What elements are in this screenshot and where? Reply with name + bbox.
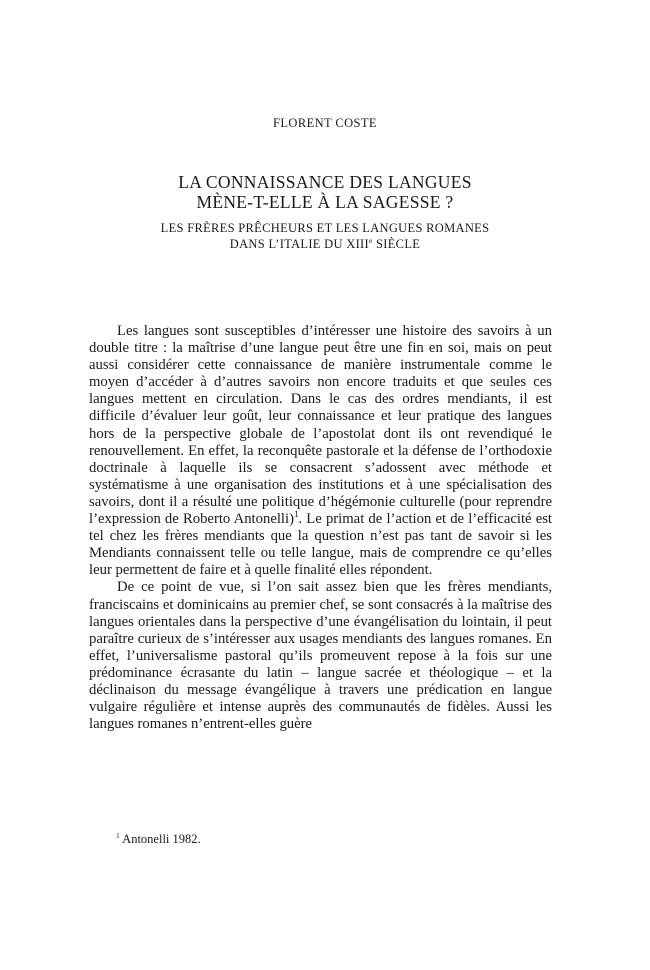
footnote <box>116 832 201 847</box>
footnote-text: Antonelli 1982. <box>119 832 201 846</box>
author-name: FLORENT COSTE <box>273 116 377 130</box>
subtitle-line-2-text: DANS L’ITALIE DU XIII <box>229 237 369 251</box>
article-title <box>0 172 650 212</box>
title-line-2: MÈNE-T-ELLE À LA SAGESSE ? <box>196 192 454 212</box>
article-subtitle <box>0 220 650 252</box>
paragraph-2: De ce point de vue, si l’on sait assez bien que les frères mendiants, franciscains et dominicains au premier chef, se sont consacrés à la maîtrise des langues orientales dans la perspective d’une évangélisation du lointain, il peut paraître curieux de s’intéresser aux usages mendiants des langues romanes. En effet, l’universalisme pastoral qu’ils promeuvent repose à la fois sur une prédominance écrasante du latin – langue sacrée et théologique – et la déclinaison du message évangélique à travers une prédication en langue vulgaire régulière et intense auprès des communautés de fidèles. Aussi les langues romanes n’entrent-elles guère <box>89 579 552 733</box>
subtitle-line-2-end: SIÈCLE <box>372 237 421 251</box>
body-text <box>89 323 552 733</box>
footnote-reference[interactable]: 1 <box>293 509 299 520</box>
subtitle-line-1: LES FRÈRES PRÊCHEURS ET LES LANGUES ROMANES <box>160 221 490 235</box>
paragraph-1-text: Les langues sont susceptibles d’intéresser une histoire des savoirs à un double titre : la maîtrise d’une langue peut être une fin en soi, mais on peut aussi considérer cette connaissance de manière instrumentale comme le moyen d’accéder à d’autres savoirs non encore traduits et que seules ces langues mettent en circulation. Dans le cas des ordres mendiants, il est difficile d’évaluer leur goût, leur connaissance et leur pratique des langues hors de la perspective globale de l’apostolat dont ils ont revendiqué le renouvellement. En effet, la reconquête pastorale et la défense de l’orthodoxie doctrinale à laquelle ils se consacrent s’adossent avec méthode et systématisme à une organisation des institutions et à une spécialisation des savoirs, dont il a résulté une politique d’hégémonie culturelle (pour reprendre l’expression de Roberto Antonelli) <box>89 323 552 528</box>
paragraph-1-continuation: . Le primat de l’action et de l’efficacité est tel chez les frères mendiants que la question n’est pas tant de savoir si les Mendiants connaissent telle ou telle langue, mais de comprendre ce qu’elles leur permettent de faire et à quelle finalité elles répondent. <box>89 511 553 579</box>
footnote-number: 1 <box>116 830 120 840</box>
subtitle-line-2 <box>0 236 650 252</box>
century-superscript: e <box>368 235 373 245</box>
paragraph-1 <box>89 323 552 579</box>
title-line-1: LA CONNAISSANCE DES LANGUES <box>178 172 472 192</box>
